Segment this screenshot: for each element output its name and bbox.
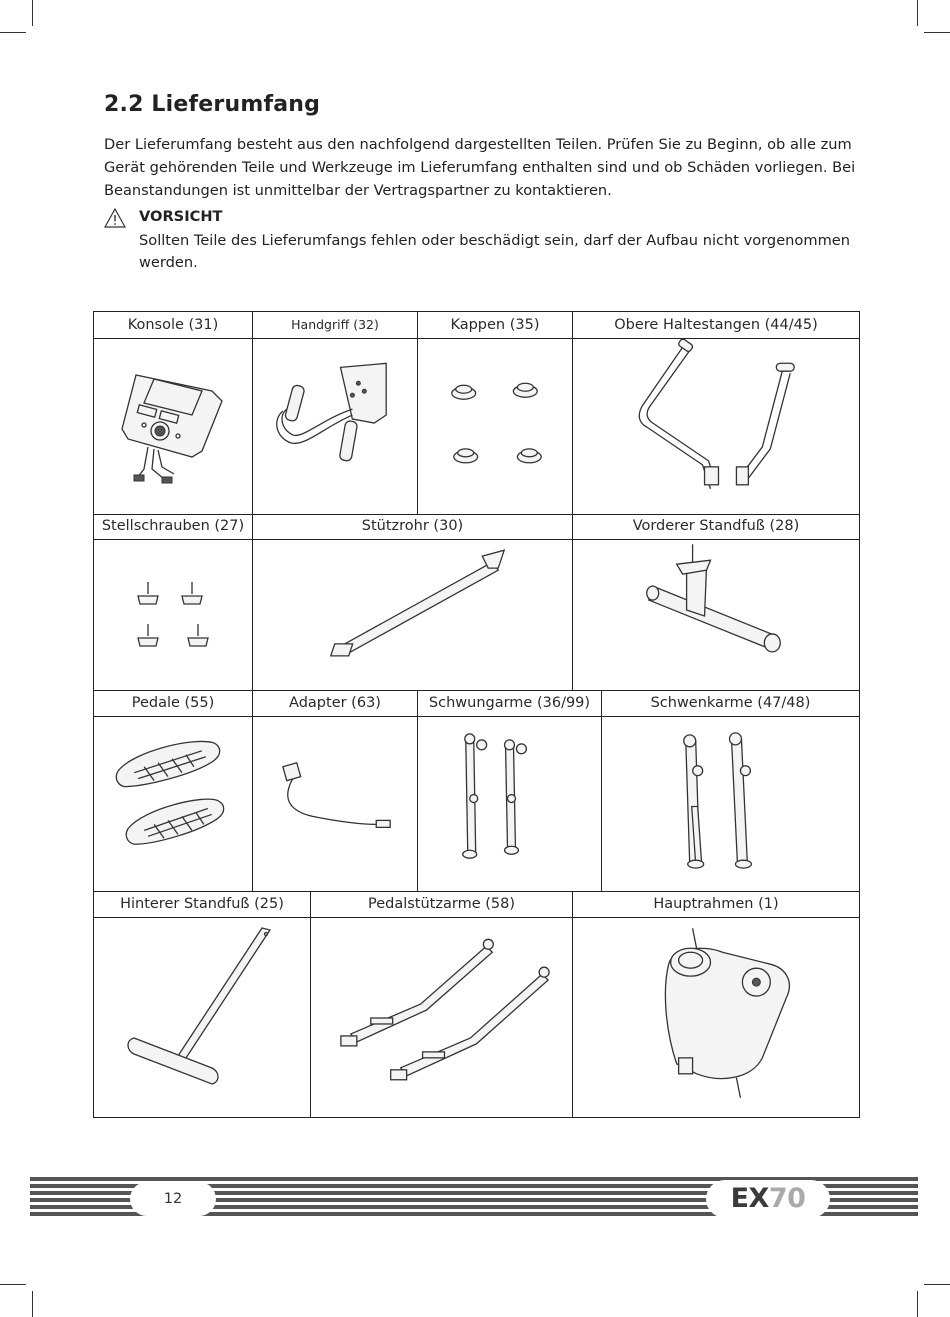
part-cell-schwenkarme [601,690,859,891]
part-cell-pedale [94,690,252,891]
part-cell-stuetzrohr [252,513,572,690]
console-illustration [94,339,252,514]
part-cell-adapter [252,690,417,891]
part-label: Handgriff (32) [253,312,417,339]
crop-mark [32,1291,33,1317]
part-label: Pedalstützarme (58) [311,891,572,918]
leveling-screws-illustration [94,540,252,690]
support-tube-illustration [253,540,572,690]
part-cell-obere-haltestangen [572,312,859,514]
part-label: Stützrohr (30) [253,513,572,540]
part-label: Vorderer Standfuß (28) [573,513,859,540]
rear-stabilizer-illustration [94,918,310,1117]
part-label: Hauptrahmen (1) [573,891,859,918]
crop-mark [917,0,918,26]
part-label: Schwungarme (36/99) [418,690,601,717]
parts-row [93,690,860,892]
crop-mark [924,1284,950,1285]
main-frame-illustration [573,918,859,1117]
parts-row [93,891,860,1118]
caps-illustration [418,339,572,514]
crop-mark [32,0,33,26]
pedal-support-arms-illustration [311,918,572,1117]
part-label: Stellschrauben (27) [94,513,252,540]
caution-title: VORSICHT [139,208,223,225]
part-label: Konsole (31) [94,312,252,339]
brand-main: EX [730,1183,769,1214]
part-cell-kappen [417,312,572,514]
part-cell-konsole [94,312,252,514]
upper-handlebars-illustration [573,339,859,514]
part-label: Obere Haltestangen (44/45) [573,312,859,339]
parts-row [93,513,860,691]
adapter-illustration [253,717,417,891]
swing-arms-illustration [418,717,601,891]
part-label: Schwenkarme (47/48) [602,690,859,717]
brand-number: 70 [768,1183,806,1214]
parts-row [93,311,860,515]
crop-mark [0,32,26,33]
crop-mark [924,32,950,33]
part-cell-handgriff [252,312,417,514]
intro-paragraph: Der Lieferumfang besteht aus den nachfolgend dargestellten Teilen. Prüfen Sie zu Beginn, ob alle zum Gerät gehörenden Teile und Werkzeuge im Lieferumfang enthalten sind und ob Schäden vorliegen. Bei Beanstandungen ist unmittelbar der Vertragspartner zu kontaktieren. [104,136,856,199]
brand-logo [706,1180,830,1218]
warning-triangle-icon [104,208,126,228]
section-title: 2.2 Lieferumfang [104,92,321,117]
caution-text: Sollten Teile des Lieferumfangs fehlen oder beschädigt sein, darf der Aufbau nicht vorgenommen werden. [139,232,851,271]
part-label: Pedale (55) [94,690,252,717]
handle-illustration [253,339,417,514]
page-number: 12 [130,1182,216,1216]
part-label: Kappen (35) [418,312,572,339]
front-stabilizer-illustration [573,540,859,690]
part-cell-hinterer-standfuss [94,891,310,1117]
parts-table [93,311,860,1118]
part-cell-stellschrauben [94,513,252,690]
part-cell-vorderer-standfuss [572,513,859,690]
part-cell-pedalstuetzarme [310,891,572,1117]
crop-mark [917,1291,918,1317]
pedals-illustration [94,717,252,891]
part-label: Hinterer Standfuß (25) [94,891,310,918]
part-cell-hauptrahmen [572,891,859,1117]
crop-mark [0,1284,26,1285]
part-label: Adapter (63) [253,690,417,717]
pivot-arms-illustration [602,717,859,891]
part-cell-schwungarme [417,690,601,891]
